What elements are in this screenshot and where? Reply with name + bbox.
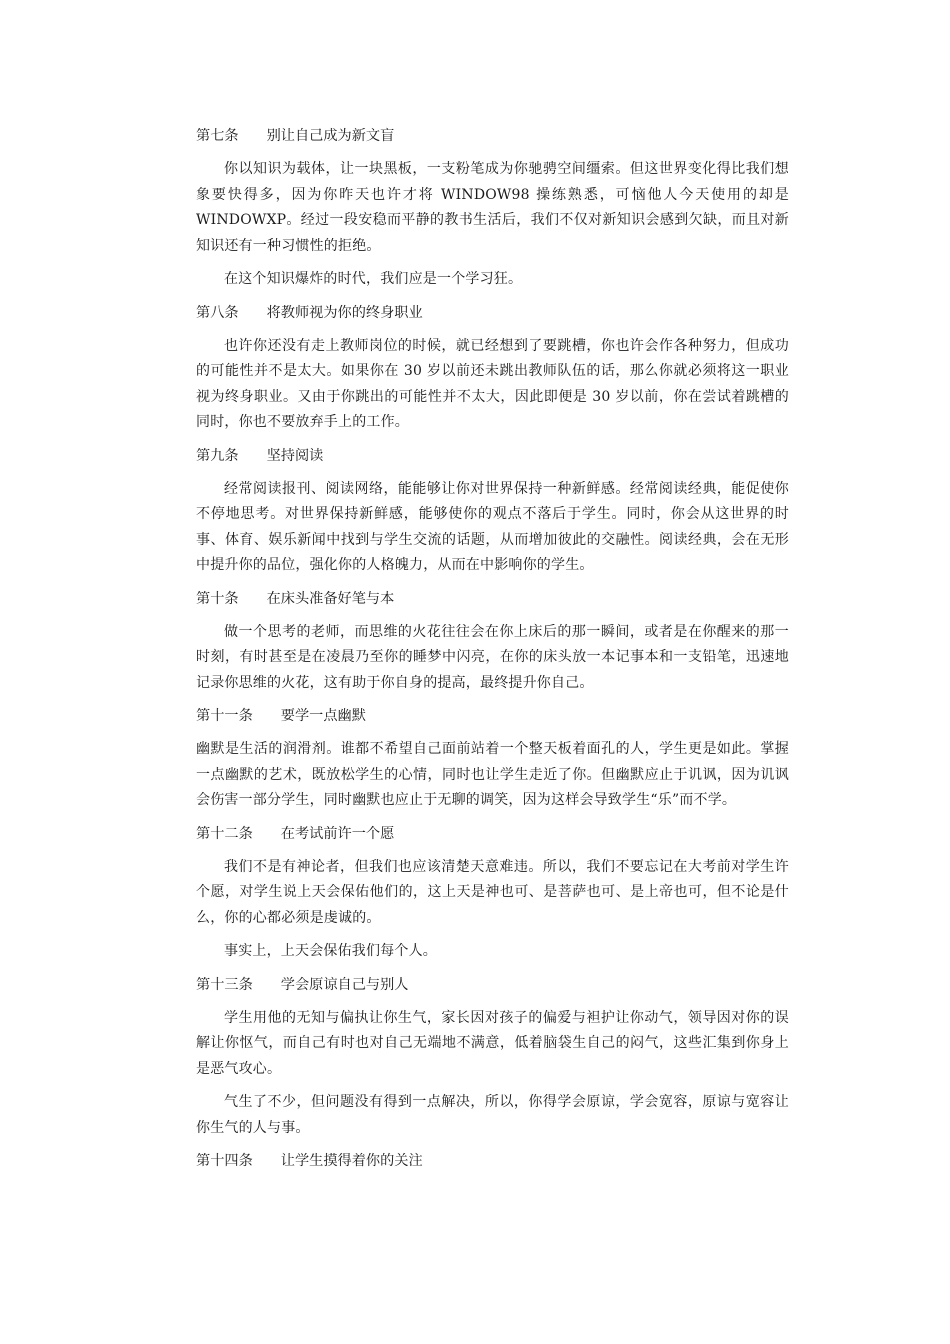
section-title: 坚持阅读 bbox=[266, 447, 324, 464]
section-heading bbox=[196, 301, 789, 325]
section-number: 第九条 bbox=[196, 447, 239, 464]
section-title: 将教师视为你的终身职业 bbox=[266, 304, 423, 321]
section-title: 让学生摸得着你的关注 bbox=[280, 1153, 423, 1169]
section-heading bbox=[196, 822, 789, 846]
section-title: 学会原谅自己与别人 bbox=[280, 976, 409, 993]
section-title: 在床头准备好笔与本 bbox=[266, 590, 395, 607]
section-heading bbox=[196, 444, 789, 468]
paragraph: 事实上，上天会保佑我们每个人。 bbox=[224, 943, 437, 959]
paragraph: 我们不是有神论者，但我们也应该清楚天意难违。所以，我们不要忘记在大考前对学生许个愿，对学生说上天会保佑他们的，这上天是神也可、是菩萨也可、是上帝也可，但不论是什么，你的心都必须是虔诚的。 bbox=[196, 858, 789, 926]
section-number: 第十三条 bbox=[196, 976, 253, 993]
paragraph: 幽默是生活的润滑剂。谁都不希望自己面前站着一个整天板着面孔的人，学生更是如此。掌握一点幽默的艺术，既放松学生的心情，同时也让学生走近了你。但幽默应止于讥讽，因为讥讽会伤害一部分学生，同时幽默也应止于无聊的调笑，因为这样会导致学生“乐”而不学。 bbox=[196, 741, 789, 808]
section-heading bbox=[196, 124, 789, 148]
section-heading bbox=[196, 973, 789, 997]
section-title: 要学一点幽默 bbox=[280, 708, 366, 724]
paragraph: 学生用他的无知与偏执让你生气，家长因对孩子的偏爱与袒护让你动气，领导因对你的误解让你怄气，而自己有时也对自己无端地不满意，低着脑袋生自己的闷气，这些汇集到你身上是恶气攻心。 bbox=[196, 1009, 789, 1077]
paragraph: 做一个思考的老师，而思维的火花往往会在你上床后的那一瞬间，或者是在你醒来的那一时刻，有时甚至是在凌晨乃至你的睡梦中闪亮，在你的床头放一本记事本和一支铅笔，迅速地记录你思维的火花，这有助于你自身的提高，最终提升你自己。 bbox=[196, 623, 789, 691]
section-number: 第十一条 bbox=[196, 708, 253, 724]
section-heading bbox=[196, 704, 789, 728]
paragraph: 经常阅读报刊、阅读网络，能能够让你对世界保持一种新鲜感。经常阅读经典，能促使你不停地思考。对世界保持新鲜感，能够使你的观点不落后于学生。同时，你会从这世界的时事、体育、娱乐新闻中找到与学生交流的话题，从而增加彼此的交融性。阅读经典，会在无形中提升你的品位，强化你的人格魄力，从而在中影响你的学生。 bbox=[196, 480, 789, 573]
paragraph: 气生了不少，但问题没有得到一点解决，所以，你得学会原谅，学会宽容，原谅与宽容让你生气的人与事。 bbox=[196, 1094, 789, 1136]
paragraph: 在这个知识爆炸的时代，我们应是一个学习狂。 bbox=[224, 271, 523, 287]
section-title: 在考试前许一个愿 bbox=[280, 825, 395, 842]
section-number: 第十四条 bbox=[196, 1153, 253, 1169]
section-heading bbox=[196, 1149, 789, 1173]
section-number: 第八条 bbox=[196, 304, 239, 321]
section-number: 第十条 bbox=[196, 590, 239, 607]
paragraph: 你以知识为载体，让一块黑板，一支粉笔成为你驰骋空间缰索。但这世界变化得比我们想象要快得多，因为你昨天也许才将 WINDOW98 操练熟悉，可恼他人今天使用的却是 WINDOWXP。经过一段安稳而平静的教书生活后，我们不仅对新知识会感到欠缺，而且对新知识还有一种习惯性的拒绝。 bbox=[196, 161, 789, 254]
document-page bbox=[196, 124, 789, 1182]
section-number: 第十二条 bbox=[196, 825, 253, 842]
section-number: 第七条 bbox=[196, 128, 239, 144]
paragraph: 也许你还没有走上教师岗位的时候，就已经想到了要跳槽，你也许会作各种努力，但成功的可能性并不是太大。如果你在 30 岁以前还未跳出教师队伍的话，那么你就必须将这一职业视为终身职业。又由于你跳出的可能性并不太大，因此即便是 30 岁以前，你在尝试着跳槽的同时，你也不要放弃手上的工作。 bbox=[196, 337, 789, 430]
section-heading bbox=[196, 587, 789, 611]
section-title: 别让自己成为新文盲 bbox=[266, 128, 395, 144]
